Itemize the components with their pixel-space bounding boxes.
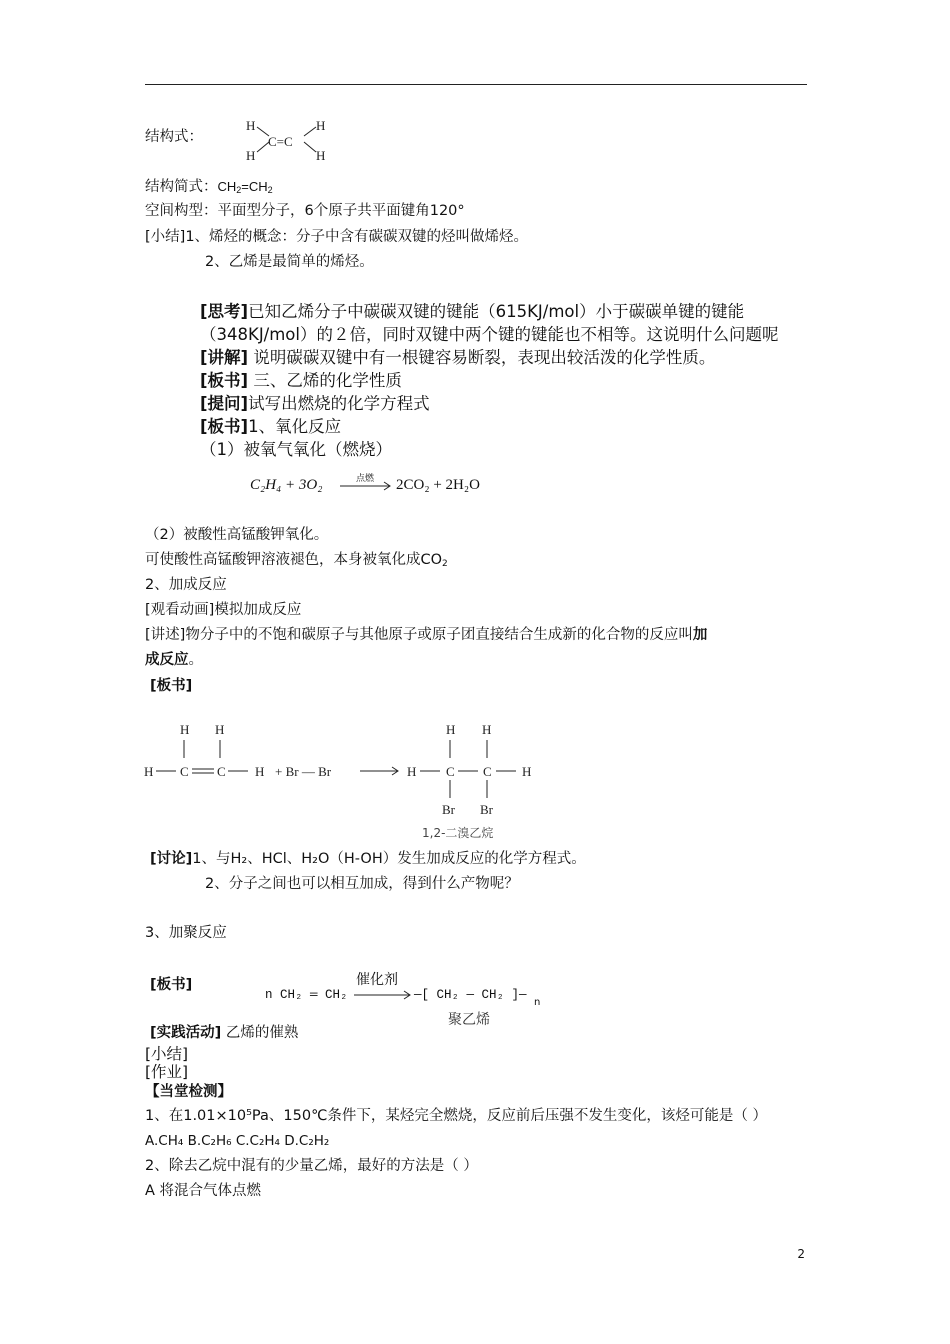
discussion-line-2: 2、分子之间也可以相互加成，得到什么产物呢？ xyxy=(205,876,519,892)
svg-text:H: H xyxy=(482,722,492,737)
homework-tag: [作业] xyxy=(145,1063,189,1081)
question-2: 2、除去乙烷中混有的少量乙烯，最好的方法是（ ） xyxy=(145,1158,478,1174)
polymer-equation-right: —[ CH₂ — CH₂ ]— xyxy=(414,988,527,1002)
kmno4-desc-line: 可使酸性高锰酸钾溶液褪色，本身被氧化成$CO_2$ xyxy=(145,552,448,569)
svg-text:H: H xyxy=(215,722,225,737)
lecture-line-2: 成反应。 xyxy=(145,652,203,668)
animation-line: [观看动画]模拟加成反应 xyxy=(145,602,302,618)
combustion-equation-left: C₂H₄ + 3O₂ xyxy=(250,477,323,493)
ask-line: [提问]试写出燃烧的化学方程式 xyxy=(200,394,430,413)
structure-label: 结构式： xyxy=(145,129,203,145)
addition-title: 2、加成反应 xyxy=(145,577,227,593)
board2-line: [板书]1、氧化反应 xyxy=(200,417,342,436)
svg-text:+ Br — Br: + Br — Br xyxy=(275,764,332,779)
svg-text:C: C xyxy=(180,764,189,779)
discussion-line-1: [讨论]1、与H₂、HCl、H₂O（H-OH）发生加成反应的化学方程式。 xyxy=(150,851,586,867)
check-title: 【当堂检测】 xyxy=(145,1084,232,1100)
question-1-options: A.CH₄ B.C₂H₆ C.C₂H₄ D.C₂H₂ xyxy=(145,1133,330,1149)
addition-reaction-diagram xyxy=(140,722,560,842)
ethylene-structure-diagram xyxy=(240,116,340,166)
svg-text:C: C xyxy=(446,764,455,779)
summary-tag: [小结] xyxy=(145,1045,189,1063)
board-tag-polymer: [板书] xyxy=(150,977,193,993)
burn-line: （1）被氧气氧化（燃烧） xyxy=(200,440,392,459)
svg-text:Br: Br xyxy=(442,802,455,817)
svg-text:C: C xyxy=(217,764,226,779)
svg-text:H: H xyxy=(255,764,265,779)
polyethylene-label: 聚乙烯 xyxy=(448,1012,490,1028)
svg-text:H: H xyxy=(522,764,532,779)
svg-text:Br: Br xyxy=(480,802,493,817)
summary-line-1: [小结]1、烯烃的概念：分子中含有碳碳双键的烃叫做烯烃。 xyxy=(145,229,529,245)
combustion-equation-right: 2CO₂ + 2H₂O xyxy=(396,477,480,493)
svg-text:H: H xyxy=(246,148,256,163)
header-rule xyxy=(145,84,807,85)
question-1: 1、在1.01×10⁵Pa、150℃条件下，某烃完全燃烧，反应前后压强不发生变化，该烃可能是（ ） xyxy=(145,1108,767,1124)
svg-text:C=C: C=C xyxy=(268,134,293,149)
summary-line-2: 2、乙烯是最简单的烯烃。 xyxy=(205,254,374,270)
ignite-condition: 点燃 xyxy=(356,474,375,484)
catalyst-label: 催化剂 xyxy=(356,972,398,988)
svg-text:H: H xyxy=(180,722,190,737)
kmno4-line: （2）被酸性高锰酸钾氧化。 xyxy=(145,527,329,543)
space-config-line: 空间构型：平面型分子，6个原子共平面键角120° xyxy=(145,203,465,219)
svg-text:H: H xyxy=(246,118,256,133)
polymer-title: 3、加聚反应 xyxy=(145,925,227,941)
explain-line: [讲解] 说明碳碳双键中有一根键容易断裂，表现出较活泼的化学性质。 xyxy=(200,348,716,367)
svg-text:H: H xyxy=(407,764,417,779)
page-number: 2 xyxy=(797,1247,805,1261)
svg-text:H: H xyxy=(144,764,154,779)
polymer-n-subscript: n xyxy=(534,997,541,1008)
practice-line: [实践活动] 乙烯的催熟 xyxy=(150,1025,299,1041)
board-tag-addition: [板书] xyxy=(150,678,193,694)
svg-text:H: H xyxy=(446,722,456,737)
polymer-equation-left: n CH₂ ═ CH₂ xyxy=(265,988,348,1002)
svg-text:H: H xyxy=(316,118,326,133)
think-line-2: （348KJ/mol）的２倍，同时双键中两个键的键能也不相等。这说明什么问题呢 xyxy=(200,325,779,344)
simple-structure-line: 结构简式：$CH_2=CH_2$ xyxy=(145,179,273,195)
reaction-arrow-catalyst xyxy=(352,990,414,1002)
svg-text:H: H xyxy=(316,148,326,163)
dibromoethane-label: 1,2-二溴乙烷 xyxy=(422,826,494,840)
think-line-1: [思考]已知乙烯分子中碳碳双键的键能（615KJ/mol）小于碳碳单键的键能 xyxy=(200,302,745,321)
lecture-line-1: [讲述]物分子中的不饱和碳原子与其他原子或原子团直接结合生成新的化合物的反应叫加 xyxy=(145,627,708,643)
svg-text:C: C xyxy=(483,764,492,779)
board-line: [板书] 三、乙烯的化学性质 xyxy=(200,371,402,390)
question-2-option-a: A 将混合气体点燃 xyxy=(145,1183,262,1199)
